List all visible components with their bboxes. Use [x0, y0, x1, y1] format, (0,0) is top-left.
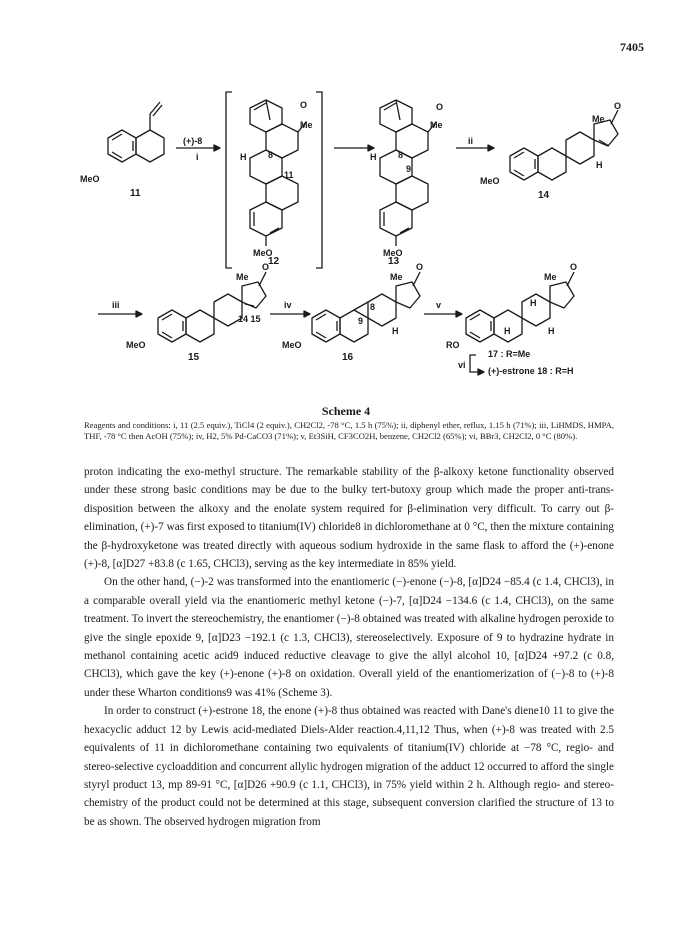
meo-label-16: MeO — [282, 340, 302, 350]
compound-number-11: 11 — [130, 188, 141, 199]
me-label-12: Me — [300, 120, 313, 130]
compound-label-18: (+)-estrone 18 : R=H — [488, 366, 574, 376]
o-label-17: O — [570, 262, 578, 272]
position-9-label-16: 9 — [358, 316, 364, 326]
position-8-label-13: 8 — [398, 150, 404, 160]
step-1-label: i — [196, 152, 199, 162]
step-4-label: iv — [284, 300, 292, 310]
compound-label-17: 17 : R=Me — [488, 349, 531, 359]
o-label-12: O — [300, 100, 308, 110]
position-8-label-16: 8 — [370, 302, 376, 312]
me-label-13: Me — [430, 120, 443, 130]
me-label-16: Me — [390, 272, 403, 282]
me-label-17: Me — [544, 272, 557, 282]
meo-label-15: MeO — [126, 340, 146, 350]
meo-label-13: MeO — [383, 248, 403, 258]
ro-label: RO — [446, 340, 460, 350]
o-label-13: O — [436, 102, 444, 112]
step-5-label: v — [436, 300, 442, 310]
compound-number-16: 16 — [342, 352, 354, 363]
positions-14-15-label: 14 15 — [238, 314, 261, 324]
structure-16 — [312, 272, 420, 342]
o-label-14: O — [614, 101, 622, 111]
step-3-label: iii — [112, 300, 120, 310]
structure-11 — [108, 102, 164, 162]
h-label-12: H — [240, 152, 247, 162]
o-label-15: O — [262, 262, 270, 272]
meo-label-12: MeO — [253, 248, 273, 258]
paragraph-3: In order to construct (+)-estrone 18, the enone (+)-8 thus obtained was reacted with Dane's diene10 11 to give the hexacyclic adduct 12 by Lewis acid-mediated Diels-Alder reaction.4,11,12 Thus, when (+)-8 was treated with 2.5 equivalents of 11 in dichloromethane containing two equivalents of titanium(IV) chloride at −78 °C, regio- and stereo-selective cycloaddition and concurrent allylic hydrogen migration of the adduct 12 occurred to afford the single styryl product 13, mp 89-91 °C, [α]D26 +90.9 (c 1.1, CHCl3), in 75% yield within 2 h. Although regio- and stereo-chemistry of the product could not be determined at this stage, subsequent conversion clarified the structure of 13 to be as shown. The observed hydrogen migration from — [84, 705, 614, 828]
reagents-and-conditions: Reagents and conditions: i, 11 (2.5 equiv.), TiCl4 (2 equiv.), CH2Cl2, -78 °C, 1.5 h (75%); ii, diphenyl ether, reflux, 1.15 h (71%); iii, LiHMDS, HMPA, THF, -78 °C then AcOH (75%); iv, H2, 5% Pd-CaCO3 (71%); v, Et3SiH, CF3CO2H, benzene, CH2Cl2 (65%); vi, BBr3, CH2Cl2, 0 °C (80%). — [84, 420, 614, 441]
compound-number-13: 13 — [388, 256, 400, 267]
h-label-14: H — [596, 160, 603, 170]
paragraph-2: On the other hand, (−)-2 was transformed into the enantiomeric (−)-enone (−)-8, [α]D24 −85.4 (c 1.4, CHCl3), in a comparable overall yield via the enantiomeric methyl ketone (−)-7, [α]D24 −134.6 (c 1.4, CHCl3), on the same treatment. To invert the stereochemistry, the enantiomer (−)-8 obtained was treated with alkaline hydrogen peroxide to give the single epoxide 9, [α]D23 −192.1 (c 1.3, CHCl3), stereoselectively. Exposure of 9 to hydrazine hydrate in methanol containing acetic acid9 induced reductive cleavage to give the allyl alcohol 10, [α]D24 +97.2 (c 0.8, CHCl3), which gave the key (+)-enone (+)-8 on oxidation. Overall yield of the enantiomerization of (−)-8 to (+)-8 under these Wharton conditions9 was 41% (Scheme 3). — [84, 576, 614, 699]
scheme-title: Scheme 4 — [321, 404, 371, 418]
structure-17-18 — [466, 272, 574, 342]
me-label-15: Me — [236, 272, 249, 282]
compound-number-12: 12 — [268, 256, 280, 267]
meo-label-14: MeO — [480, 176, 500, 186]
article-body — [84, 463, 614, 831]
compound-number-14: 14 — [538, 190, 550, 201]
h-label-17c: H — [548, 326, 555, 336]
structure-15 — [158, 272, 266, 342]
h-label-17a: H — [504, 326, 511, 336]
compound-number-15: 15 — [188, 352, 200, 363]
position-9-label-13: 9 — [406, 164, 412, 174]
me-label-14: Me — [592, 114, 605, 124]
position-8-label-12: 8 — [268, 150, 274, 160]
h-label-17b: H — [530, 298, 537, 308]
step-6-label: vi — [458, 360, 466, 370]
reaction-scheme — [0, 0, 692, 420]
meo-label-11: MeO — [80, 174, 100, 184]
h-label-13: H — [370, 152, 377, 162]
scheme-drawing — [0, 0, 692, 400]
step-2-label: ii — [468, 136, 474, 146]
h-label-16: H — [392, 326, 399, 336]
position-11-label-12: 11 — [284, 170, 294, 180]
step-1-reagent: (+)-8 — [183, 136, 203, 146]
structure-12 — [250, 100, 306, 246]
o-label-16: O — [416, 262, 424, 272]
paragraph-1: proton indicating the exo-methyl structure. The remarkable stability of the β-alkoxy ketone functionality observed under these strong basic conditions may be due to the bulky tert-butoxy group which made the proper anti-trans-disposition between the alkoxy and the enolate system required for β-elimination very difficult. To carry out β-elimination, (+)-7 was first exposed to titanium(IV) chloride8 in dichloromethane at 0 °C, then the mixture containing the β-hydroxyketone was treated directly with aqueous sodium hydroxide in the same flask to afford the (+)-enone (+)-8, [α]D27 +83.8 (c 1.65, CHCl3), serving as the key intermediate in 85% yield. — [84, 466, 614, 571]
page-number: 7405 — [620, 40, 644, 54]
